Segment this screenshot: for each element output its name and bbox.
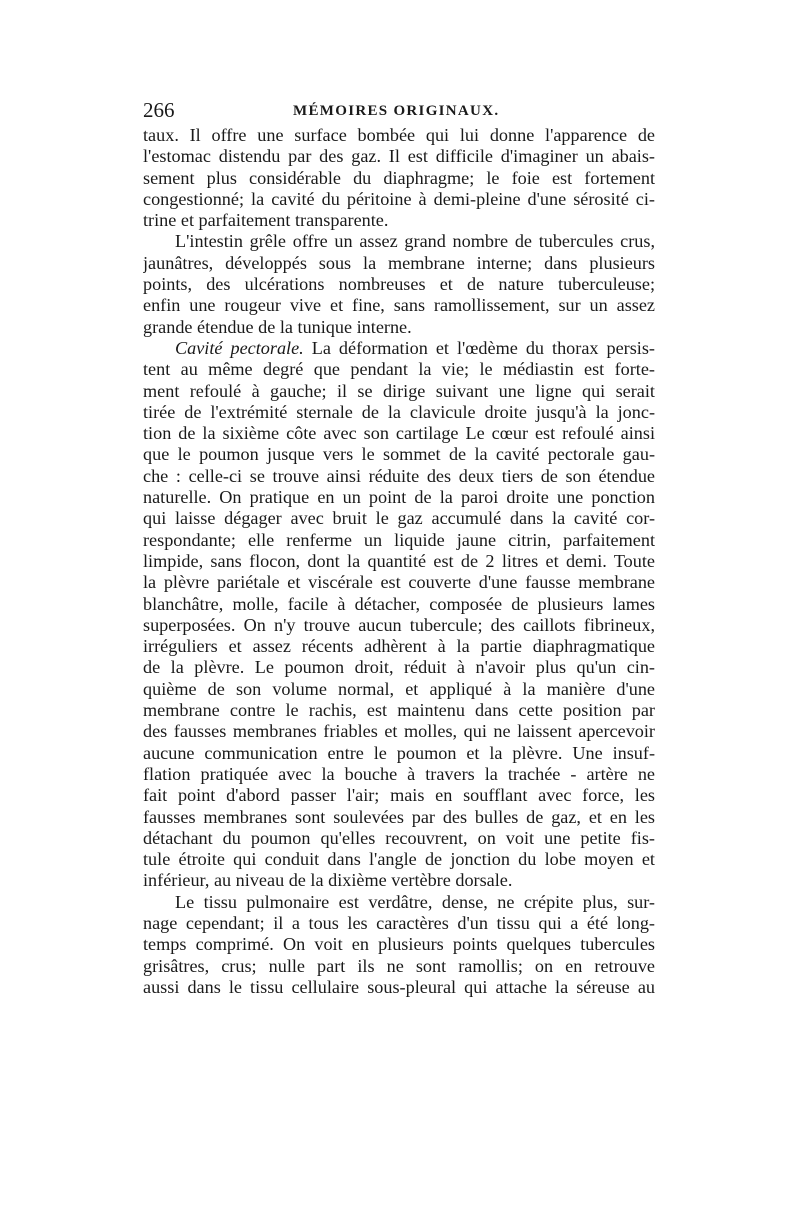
text-line: fait point d'abord passer l'air; mais en soufflant avec force, les <box>143 785 655 806</box>
text-line: irréguliers et assez récents adhèrent à la partie diaphragmatique <box>143 636 655 657</box>
text-line: jaunâtres, développés sous la membrane interne; dans plusieurs <box>143 252 655 273</box>
text-line: superposées. On n'y trouve aucun tubercule; des caillots fibrineux, <box>143 614 655 635</box>
text-line: L'intestin grêle offre un assez grand nombre de tubercules crus, <box>175 231 655 252</box>
text-line: fausses membranes sont soulevées par des bulles de gaz, et en les <box>143 806 655 827</box>
text-line: tent au même degré que pendant la vie; le médiastin est forte- <box>143 359 655 380</box>
text-line: aussi dans le tissu cellulaire sous-pleural qui attache la séreuse au <box>143 976 655 997</box>
text-line: tion de la sixième côte avec son cartilage Le cœur est refoulé ainsi <box>143 423 655 444</box>
text-line: enfin une rougeur vive et fine, sans ramollissement, sur un assez <box>143 295 655 316</box>
text-line: aucune communication entre le poumon et la plèvre. Une insuf- <box>143 742 655 763</box>
text-line: Le tissu pulmonaire est verdâtre, dense, ne crépite plus, sur- <box>175 891 655 912</box>
body-text <box>143 125 655 998</box>
text-line: que le poumon jusque vers le sommet de la cavité pectorale gau- <box>143 444 655 465</box>
text-line: membrane contre le rachis, est maintenu dans cette position par <box>143 700 655 721</box>
text-line: quième de son volume normal, et appliqué à la manière d'une <box>143 678 655 699</box>
text-line: taux. Il offre une surface bombée qui lui donne l'apparence de <box>143 125 655 145</box>
text-line: nage cependant; il a tous les caractères d'un tissu qui a été long- <box>143 912 655 933</box>
text-line: temps comprimé. On voit en plusieurs points quelques tubercules <box>143 934 655 955</box>
text-line: ment refoulé à gauche; il se dirige suivant une ligne qui serait <box>143 380 655 401</box>
text-line: sement plus considérable du diaphragme; le foie est fortement <box>143 167 655 188</box>
text-line: détachant du poumon qu'elles recouvrent, on voit une petite fis- <box>143 827 655 848</box>
text-line: limpide, sans flocon, dont la quantité est de 2 litres et demi. Toute <box>143 550 655 571</box>
text-line: inférieur, au niveau de la dixième vertèbre dorsale. <box>143 870 513 891</box>
text-line: grisâtres, crus; nulle part ils ne sont ramollis; on en retrouve <box>143 955 655 976</box>
text-line: blanchâtre, molle, facile à détacher, composée de plusieurs lames <box>143 593 655 614</box>
text-line: trine et parfaitement transparente. <box>143 210 389 231</box>
text-line: flation pratiquée avec la bouche à travers la trachée - artère ne <box>143 763 655 784</box>
text-line: de la plèvre. Le poumon droit, réduit à n'avoir plus qu'un cin- <box>143 657 655 678</box>
text-line: l'estomac distendu par des gaz. Il est difficile d'imaginer un abais- <box>143 146 655 167</box>
text-line: des fausses membranes friables et molles, qui ne laissent apercevoir <box>143 721 655 742</box>
text-line: grande étendue de la tunique interne. <box>143 316 412 337</box>
text-line: tirée de l'extrémité sternale de la clavicule droite jusqu'à la jonc- <box>143 401 655 422</box>
text-line <box>143 338 655 359</box>
text-line: che : celle-ci se trouve ainsi réduite des deux tiers de son étendue <box>143 465 655 486</box>
page-number: 266 <box>143 98 175 122</box>
section-heading: Cavité pectorale. <box>175 337 304 358</box>
text-line-rest: La déformation et l'œdème du thorax persis- <box>311 337 655 358</box>
running-title: MÉMOIRES ORIGINAUX. <box>293 103 500 119</box>
text-line: respondante; elle renferme un liquide jaune citrin, parfaitement <box>143 529 655 550</box>
text-line: tule étroite qui conduit dans l'angle de jonction du lobe moyen et <box>143 849 655 870</box>
text-line: la plèvre pariétale et viscérale est couverte d'une fausse membrane <box>143 572 655 593</box>
text-line: points, des ulcérations nombreuses et de nature tuberculeuse; <box>143 274 655 295</box>
text-line: qui laisse dégager avec bruit le gaz accumulé dans la cavité cor- <box>143 508 655 529</box>
text-line: congestionné; la cavité du péritoine à demi-pleine d'une sérosité ci- <box>143 188 655 209</box>
text-line: naturelle. On pratique en un point de la paroi droite une ponction <box>143 487 655 508</box>
running-head <box>143 97 655 123</box>
